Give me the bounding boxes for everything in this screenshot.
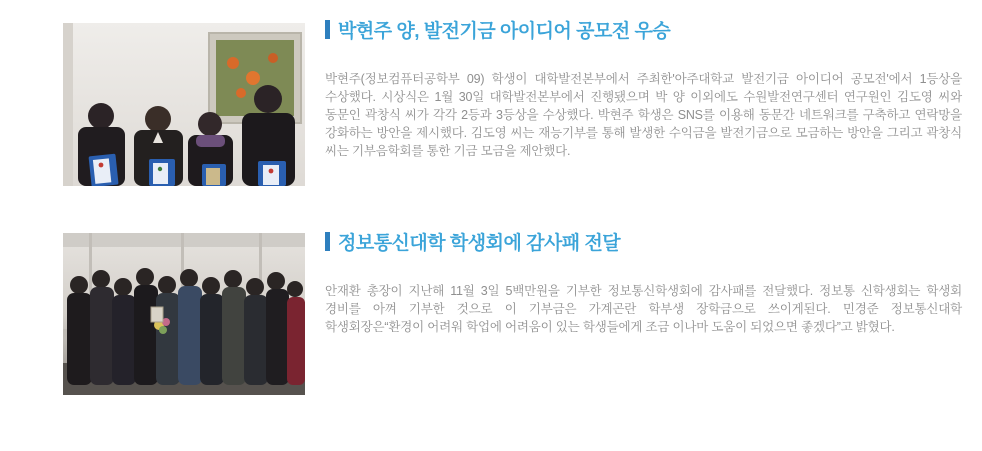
award-ceremony-photo [63,23,305,186]
title-accent-bar-icon [325,20,330,39]
article-1-body: 박현주(정보컴퓨터공학부 09) 학생이 대학발전본부에서 주최한'아주대학교 발전기금 아이디어 공모전'에서 1등상을 수상했다. 시상식은 1월 30일 대학발전본부에서 진행됐으며 박 양 이외에도 수원발전연구센터 연구원인 김도영 씨와 동문인 곽창식 씨가 각각 2등과 3등상을 수상했다. 박현주 학생은 SNS를 이용해 동문간 네트워크를 구축하고 연락망을 강화하는 방안을 제시했다. 김도영 씨는 재능기부를 통해 발생한 수익금을 발전기금으로 모금하는 방안을 그리고 곽창식 씨는 기부음학회를 통한 기금 모금을 제안했다. [325,72,962,158]
article-1-title-row [325,17,962,41]
student-council-group-photo [63,233,305,395]
article-1-title: 박현주 양, 발전기금 아이디어 공모전 우승 [338,20,671,42]
article-2-title: 정보통신대학 학생회에 감사패 전달 [338,232,621,254]
article-2-body: 안재환 총장이 지난해 11월 3일 5백만원을 기부한 정보통신학생회에 감사패를 전달했다. 정보통 신학생회는 학생회 경비를 아껴 기부한 것으로 이 기부금은 가계곤란 학부생 장학금으로 쓰이게된다. 민경준 정보통신대학 학생회장은“환경이 어려워 학업에 어려움이 있는 학생들에게 조금 이나마 도움이 되었으면 좋겠다”고 밝혔다. [325,284,962,334]
article-1 [325,17,962,160]
article-2-title-row [325,229,962,253]
award-ceremony-photo-graphic [63,23,305,186]
title-accent-bar-icon [325,232,330,251]
article-2 [325,229,962,336]
student-council-photo-graphic [63,233,305,395]
